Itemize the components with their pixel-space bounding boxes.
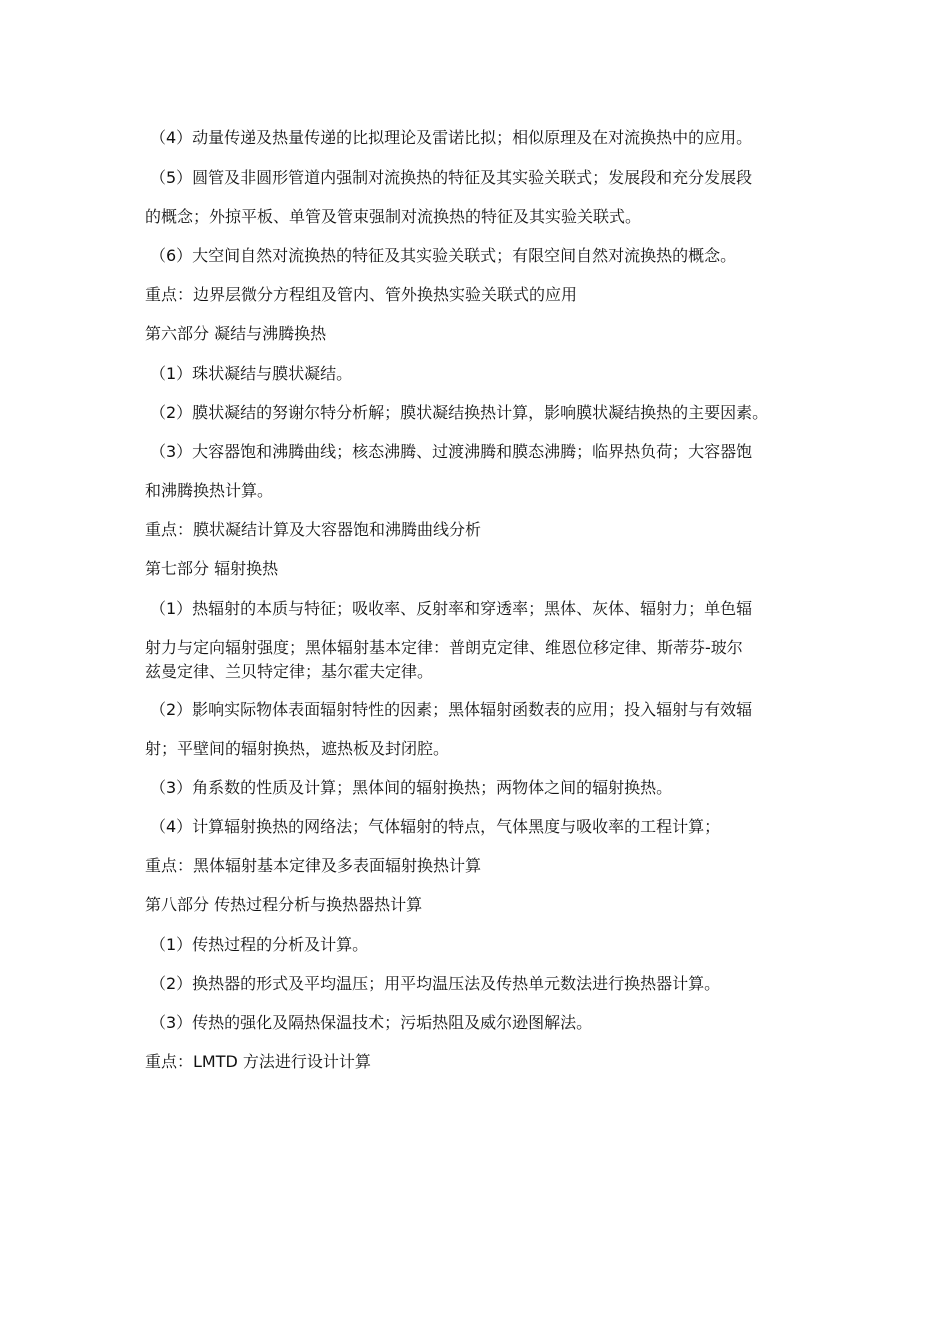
key-point-part7: 重点：黑体辐射基本定律及多表面辐射换热计算 [145, 856, 482, 875]
item-3-pool-boiling: （3）大容器饱和沸腾曲线；核态沸腾、过渡沸腾和膜态沸腾；临界热负荷；大容器饱 [150, 442, 753, 461]
item-2-film-condensation: （2）膜状凝结的努谢尔特分析解；膜状凝结换热计算，影响膜状凝结换热的主要因素。 [150, 403, 769, 422]
section-heading-part7: 第七部分 辐射换热 [145, 559, 279, 578]
key-point-part5: 重点：边界层微分方程组及管内、管外换热实验关联式的应用 [145, 285, 578, 304]
item-1-thermal-radiation: （1）热辐射的本质与特征；吸收率、反射率和穿透率；黑体、灰体、辐射力；单色辐 [150, 599, 753, 618]
item-5-forced-convection: （5）圆管及非圆形管道内强制对流换热的特征及其实验关联式；发展段和充分发展段 [150, 168, 753, 187]
item-1-heat-transfer-process: （1）传热过程的分析及计算。 [150, 935, 369, 954]
item-3-view-factor: （3）角系数的性质及计算；黑体间的辐射换热；两物体之间的辐射换热。 [150, 778, 673, 797]
key-point-part8: 重点：LMTD 方法进行设计计算 [145, 1052, 371, 1071]
item-2-heat-exchanger: （2）换热器的形式及平均温压；用平均温压法及传热单元数法进行换热器计算。 [150, 974, 721, 993]
item-1-continuation-a: 射力与定向辐射强度；黑体辐射基本定律：普朗克定律、维恩位移定律、斯蒂芬-玻尔 [145, 638, 743, 657]
item-4-momentum-heat-analogy: （4）动量传递及热量传递的比拟理论及雷诺比拟；相似原理及在对流换热中的应用。 [150, 128, 753, 147]
item-3-enhancement-insulation: （3）传热的强化及隔热保温技术；污垢热阻及威尔逊图解法。 [150, 1013, 593, 1032]
key-point-part6: 重点：膜状凝结计算及大容器饱和沸腾曲线分析 [145, 520, 482, 539]
item-2-continuation: 射；平壁间的辐射换热，遮热板及封闭腔。 [145, 739, 450, 758]
section-heading-part8: 第八部分 传热过程分析与换热器热计算 [145, 895, 423, 914]
item-3-continuation: 和沸腾换热计算。 [145, 481, 274, 500]
section-heading-part6: 第六部分 凝结与沸腾换热 [145, 324, 327, 343]
item-6-natural-convection: （6）大空间自然对流换热的特征及其实验关联式；有限空间自然对流换热的概念。 [150, 246, 737, 265]
item-1-condensation: （1）珠状凝结与膜状凝结。 [150, 364, 353, 383]
item-4-network-method: （4）计算辐射换热的网络法；气体辐射的特点，气体黑度与吸收率的工程计算； [150, 817, 721, 836]
item-2-surface-radiation: （2）影响实际物体表面辐射特性的因素；黑体辐射函数表的应用；投入辐射与有效辐 [150, 700, 753, 719]
item-1-continuation-b: 兹曼定律、兰贝特定律；基尔霍夫定律。 [145, 662, 434, 681]
item-5-continuation: 的概念；外掠平板、单管及管束强制对流换热的特征及其实验关联式。 [145, 207, 642, 226]
